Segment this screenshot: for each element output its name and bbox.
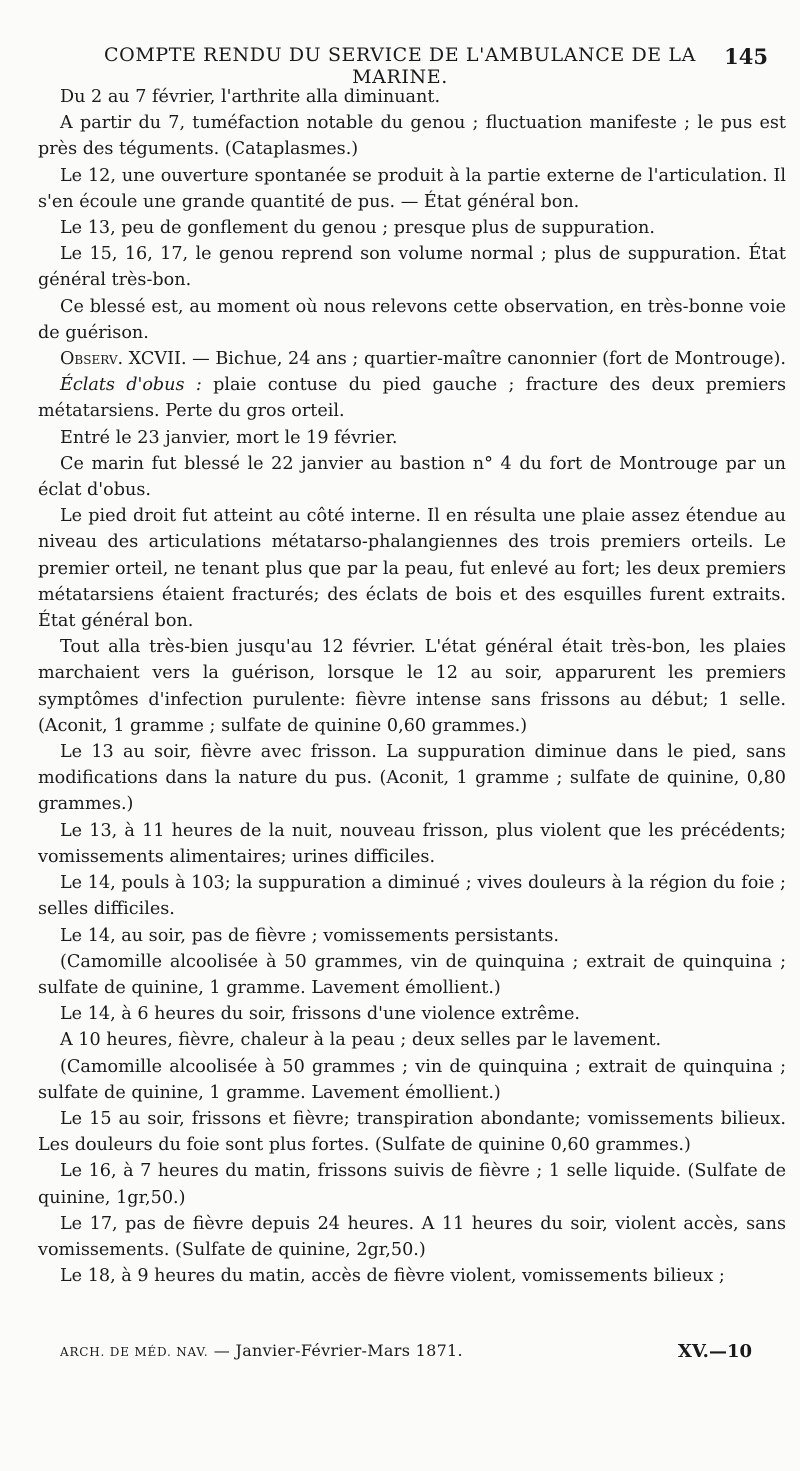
paragraph: (Camomille alcoolisée à 50 grammes ; vin de quinquina ; extrait de quinquina ; sulfate de quinine, 1 gramme. Lavement émollient.) [38, 1056, 786, 1103]
paragraph: Le 13 au soir, fièvre avec frisson. La suppuration diminue dans le pied, sans modifications dans la nature du pus. (Aconit, 1 gramme ; sulfate de quinine, 0,80 grammes.) [38, 742, 786, 815]
footer-issue: — Janvier-Février-Mars 1871. [208, 1341, 463, 1360]
paragraph: (Camomille alcoolisée à 50 grammes, vin de quinquina ; extrait de quinquina ; sulfate de quinine, 1 gramme. Lavement émollient.) [38, 951, 786, 998]
paragraph: Le 13, peu de gonflement du genou ; presque plus de suppuration. [60, 218, 655, 239]
footer-citation [60, 1341, 463, 1360]
paragraph: Le 14, à 6 heures du soir, frissons d'une violence extrême. [60, 1004, 580, 1025]
paragraph: Tout alla très-bien jusqu'au 12 février. L'état général était très-bon, les plaies marchaient vers la guérison, lorsque le 12 au soir, apparurent les premiers symptômes d'infection purulente: fièvre intense sans frissons au début; 1 selle. (Aconit, 1 gramme ; sulfate de quinine 0,60 grammes.) [38, 637, 786, 736]
page-number: 145 [724, 44, 768, 69]
observation-cause [38, 372, 786, 424]
observation-heading [38, 346, 786, 372]
observation-label: Observ. XCVII. [60, 349, 187, 370]
footer-journal: ARCH. DE MÉD. NAV. [60, 1345, 209, 1359]
paragraph: Ce blessé est, au moment où nous relevons cette observation, en très-bonne voie de guérison. [38, 296, 786, 343]
page-header [80, 44, 780, 88]
observation-cause-label: Éclats d'obus : [60, 375, 202, 396]
paragraph: Le 13, à 11 heures de la nuit, nouveau frisson, plus violent que les précédents; vomissements alimentaires; urines difficiles. [38, 820, 786, 867]
body-text [38, 84, 786, 1289]
paragraph: Le 18, à 9 heures du matin, accès de fièvre violent, vomissements bilieux ; [60, 1266, 725, 1287]
paragraph: Le 14, pouls à 103; la suppuration a diminué ; vives douleurs à la région du foie ; selles difficiles. [38, 873, 786, 920]
paragraph: A 10 heures, fièvre, chaleur à la peau ; deux selles par le lavement. [60, 1030, 662, 1051]
paragraph: Du 2 au 7 février, l'arthrite alla diminuant. [60, 87, 441, 107]
running-head: COMPTE RENDU DU SERVICE DE L'AMBULANCE DE LA MARINE. [104, 44, 696, 88]
paragraph: Le 15, 16, 17, le genou reprend son volume normal ; plus de suppuration. État général très-bon. [38, 244, 786, 291]
observation-dates: Entré le 23 janvier, mort le 19 février. [60, 427, 398, 448]
paragraph: Le 17, pas de fièvre depuis 24 heures. A 11 heures du soir, violent accès, sans vomissements. (Sulfate de quinine, 2gr,50.) [38, 1213, 786, 1260]
paragraph: Le 12, une ouverture spontanée se produit à la partie externe de l'articulation. Il s'en écoule une grande quantité de pus. — État général bon. [38, 165, 786, 212]
paragraph: A partir du 7, tuméfaction notable du genou ; fluctuation manifeste ; le pus est près des téguments. (Cataplasmes.) [38, 113, 786, 160]
paragraph: Le 15 au soir, frissons et fièvre; transpiration abondante; vomissements bilieux. Les douleurs du foie sont plus fortes. (Sulfate de quinine 0,60 grammes.) [38, 1108, 786, 1156]
observation-cause-text: plaie contuse du pied gauche ; fracture des deux premiers métatarsiens. Perte du gros orteil. [38, 375, 786, 422]
paragraph: Le 14, au soir, pas de fièvre ; vomissements persistants. [60, 925, 560, 946]
paragraph: Ce marin fut blessé le 22 janvier au bastion n° 4 du fort de Montrouge par un éclat d'obus. [38, 453, 786, 501]
footer-signature: XV.—10 [677, 1341, 752, 1362]
paragraph: Le 16, à 7 heures du matin, frissons suivis de fièvre ; 1 selle liquide. (Sulfate de quinine, 1gr,50.) [38, 1161, 786, 1208]
observation-patient: — Bichue, 24 ans ; quartier-maître canonnier (fort de Montrouge). [186, 349, 786, 370]
paragraph: Le pied droit fut atteint au côté interne. Il en résulta une plaie assez étendue au niveau des articulations métatarso-phalangiennes des trois premiers orteils. Le premier orteil, ne tenant plus que par la peau, fut enlevé au fort; les deux premiers métatarsiens étaient fracturés; des éclats de bois et des esquilles furent extraits. État général bon. [38, 506, 786, 632]
page-footer [60, 1341, 760, 1371]
